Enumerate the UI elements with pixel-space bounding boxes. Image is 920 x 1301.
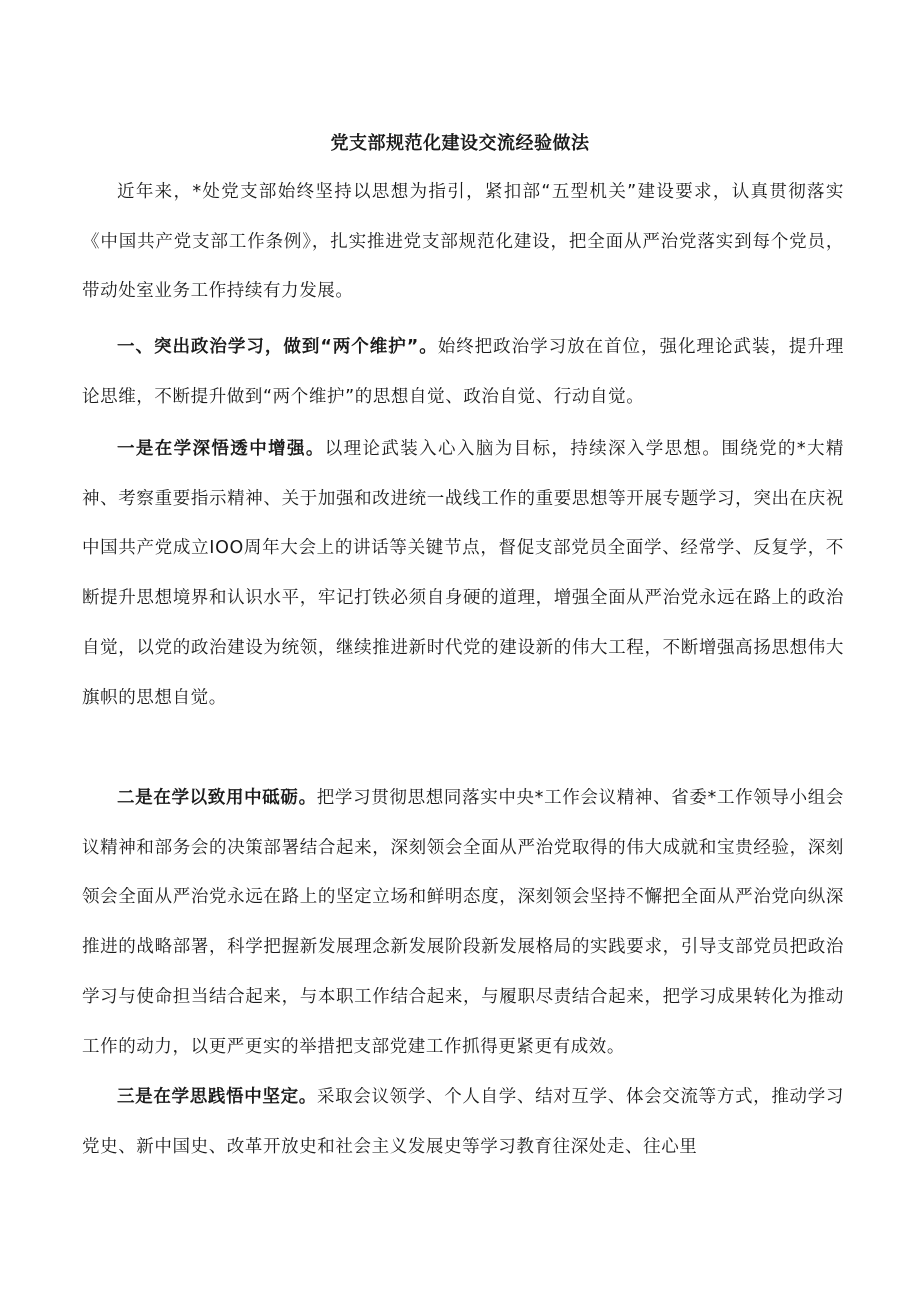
paragraph-lead: 一、突出政治学习，做到“两个维护”。 (117, 337, 438, 357)
paragraph-body: 采取会议领学、个人自学、结对互学、体会交流等方式，推动学习党史、新中国史、改革开放史和社会主义发展史等学习教育往深处走、往心里 (82, 1087, 844, 1157)
paragraph-lead: 三是在学思践悟中坚定。 (117, 1087, 317, 1107)
paragraph-point-1 (82, 425, 844, 723)
document-title: 党支部规范化建设交流经验做法 (330, 133, 590, 154)
paragraph-body: 始终把政治学习放在首位，强化理论武装，提升理论思维，不断提升做到“两个维护”的思想自觉、政治自觉、行动自觉。 (82, 337, 844, 407)
paragraph-body: 近年来，*处党支部始终坚持以思想为指引，紧扣部“五型机关”建设要求，认真贯彻落实《中国共产党支部工作条例》，扎实推进党支部规范化建设，把全面从严治党落实到每个党员，带动处室业务工作持续有力发展。 (82, 182, 844, 302)
paragraph-point-2 (82, 774, 844, 1072)
paragraph-point-3 (82, 1073, 844, 1172)
paragraph-section-1 (82, 323, 844, 422)
paragraph-intro (82, 168, 844, 317)
paragraph-lead: 二是在学以致用中砥砺。 (117, 788, 317, 808)
paragraph-body: 把学习贯彻思想同落实中央*工作会议精神、省委*工作领导小组会议精神和部务会的决策部署结合起来，深刻领会全面从严治党取得的伟大成就和宝贵经验，深刻领会全面从严治党永远在路上的坚定立场和鲜明态度，深刻领会坚持不懈把全面从严治党向纵深推进的战略部署，科学把握新发展理念新发展阶段新发展格局的实践要求，引导支部党员把政治学习与使命担当结合起来，与本职工作结合起来，与履职尽责结合起来，把学习成果转化为推动工作的动力，以更严更实的举措把支部党建工作抓得更紧更有成效。 (82, 788, 844, 1057)
paragraph-body: 以理论武装入心入脑为目标，持续深入学思想。围绕党的*大精神、考察重要指示精神、关于加强和改进统一战线工作的重要思想等开展专题学习，突出在庆祝中国共产党成立IOO周年大会上的讲话等关键节点，督促支部党员全面学、经常学、反复学，不断提升思想境界和认识水平，牢记打铁必须自身硬的道理，增强全面从严治党永远在路上的政治自觉，以党的政治建设为统领，继续推进新时代党的建设新的伟大工程，不断增强高扬思想伟大旗帜的思想自觉。 (82, 439, 844, 708)
paragraph-lead: 一是在学深悟透中增强。 (117, 439, 325, 459)
